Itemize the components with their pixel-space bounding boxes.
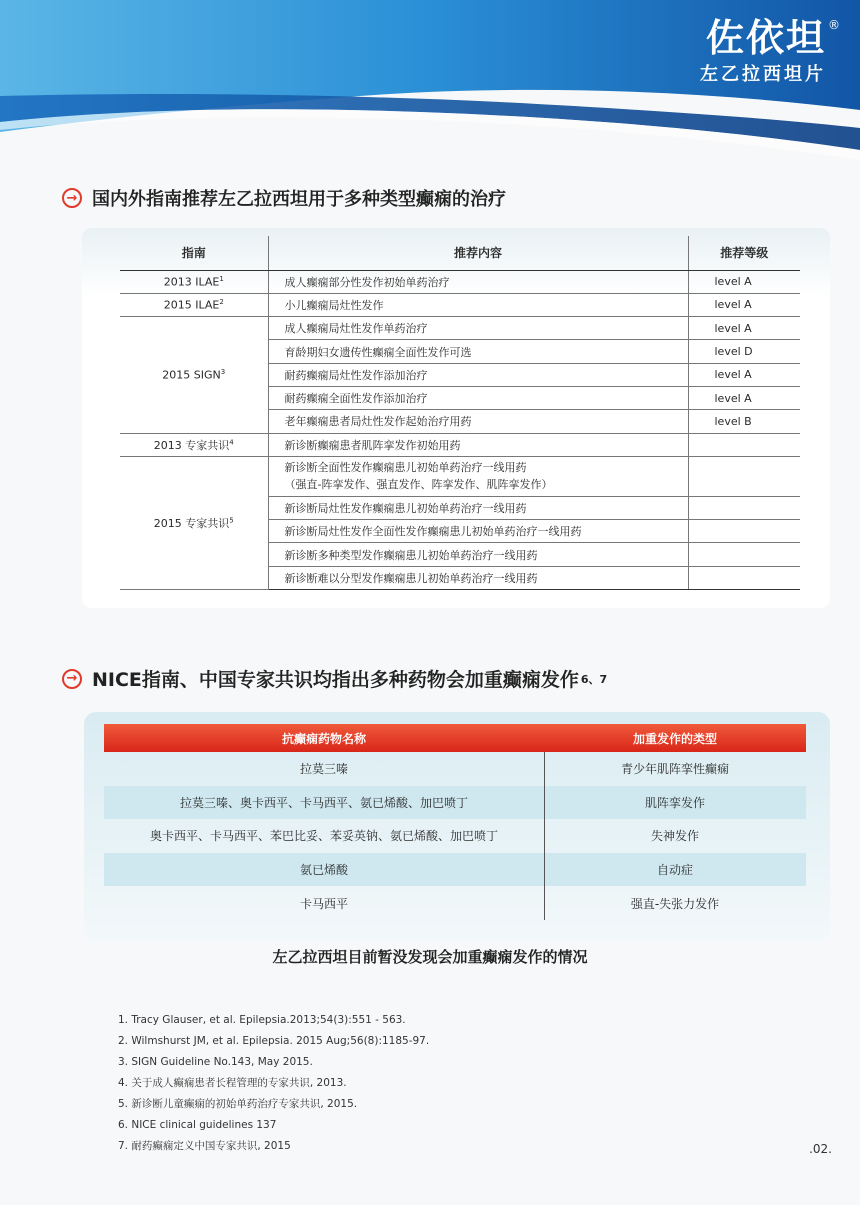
level-cell: [688, 496, 800, 519]
content-cell: 新诊断局灶性发作全面性发作癫痫患儿初始单药治疗一线用药: [268, 520, 688, 543]
type-cell: 失神发作: [650, 829, 699, 844]
guideline-cell: 2013 ILAE$^1$: [120, 270, 268, 293]
content-cell: 小儿癫痫局灶性发作: [268, 293, 688, 316]
header-band: [0, 0, 860, 160]
table-header-row: [120, 236, 800, 270]
table-row: [120, 317, 800, 340]
guideline-cell: 2015 SIGN$^3$: [120, 317, 268, 433]
type-cell: 强直-失张力发作: [630, 896, 720, 911]
content-cell: 育龄期妇女遗传性癫痫全面性发作可选: [268, 340, 688, 363]
reference-item: 6. NICE clinical guidelines 137: [118, 1119, 277, 1131]
drug-cell: 卡马西平: [299, 896, 348, 911]
table-row: [104, 786, 806, 820]
section2-title: [62, 665, 607, 692]
content-cell: 新诊断多种类型发作癫痫患儿初始单药治疗一线用药: [268, 543, 688, 566]
reference-list: [118, 1010, 429, 1157]
reference-item: 5. 新诊断儿童癫痫的初始单药治疗专家共识, 2015.: [118, 1098, 358, 1110]
reference-item: 1. Tracy Glauser, et al. Epilepsia.2013;54(3):551 - 563.: [118, 1014, 406, 1026]
content-cell: 新诊断难以分型发作癫痫患儿初始单药治疗一线用药: [268, 566, 688, 589]
level-cell: level A: [688, 363, 800, 386]
type-cell: 自动症: [656, 863, 693, 878]
content-cell: 成人癫痫部分性发作初始单药治疗: [268, 270, 688, 293]
level-cell: [688, 566, 800, 589]
drug-cell: 拉莫三嗪、奥卡西平、卡马西平、氨已烯酸、加巴喷丁: [179, 795, 468, 810]
table-row: [120, 433, 800, 456]
guideline-cell: 2015 ILAE$^2$: [120, 293, 268, 316]
section1-title-text: 国内外指南推荐左乙拉西坦用于多种类型癫痫的治疗: [92, 189, 506, 210]
type-cell: 肌阵挛发作: [644, 795, 705, 810]
guideline-cell: 2013 专家共识$^4$: [120, 433, 268, 456]
content-cell: 耐药癫痫局灶性发作添加治疗: [268, 363, 688, 386]
level-cell: level A: [688, 317, 800, 340]
level-cell: level A: [688, 386, 800, 409]
level-cell: [688, 520, 800, 543]
guideline-cell: 2015 专家共识$^5$: [120, 456, 268, 589]
content-cell: 新诊断全面性发作癫痫患儿初始单药治疗一线用药 （强直-阵挛发作、强直发作、阵挛发作、肌阵挛发作）: [268, 456, 688, 496]
section2-title-text: NICE指南、中国专家共识均指出多种药物会加重癫痫发作: [92, 669, 579, 691]
reference-item: 3. SIGN Guideline No.143, May 2015.: [118, 1056, 313, 1068]
brand-name: 佐依坦: [705, 16, 826, 60]
level-cell: [688, 543, 800, 566]
table-row: [104, 886, 806, 920]
level-cell: level D: [688, 340, 800, 363]
brand-subtitle: 左乙拉西坦片: [700, 64, 826, 85]
drug-cell: 拉莫三嗪: [299, 762, 348, 777]
level-cell: [688, 433, 800, 456]
drug-table-header: [104, 724, 806, 752]
level-cell: level B: [688, 410, 800, 433]
arrow-circle-icon: →: [62, 669, 82, 689]
column-divider: [544, 752, 545, 920]
type-cell: 青少年肌阵挛性癫痫: [620, 762, 729, 777]
content-cell: 老年癫痫患者局灶性发作起始治疗用药: [268, 410, 688, 433]
level-cell: level A: [688, 293, 800, 316]
header-level: 推荐等级: [688, 236, 800, 270]
reference-item: 2. Wilmshurst JM, et al. Epilepsia. 2015 Aug;56(8):1185-97.: [118, 1035, 430, 1047]
content-cell: 耐药癫痫全面性发作添加治疗: [268, 386, 688, 409]
registered-mark: ®: [828, 18, 840, 32]
brand-logo: [700, 14, 840, 88]
content-cell: 新诊断局灶性发作癫痫患儿初始单药治疗一线用药: [268, 496, 688, 519]
header-seizure-type: 加重发作的类型: [632, 731, 717, 746]
header-drug-name: 抗癫痫药物名称: [281, 731, 366, 746]
section1-title: [62, 185, 506, 211]
table-row: [120, 456, 800, 496]
reference-item: 7. 耐药癫痫定义中国专家共识, 2015: [118, 1140, 291, 1152]
drug-cell: 氨已烯酸: [299, 863, 348, 878]
guideline-table: [120, 236, 800, 590]
content-cell: 新诊断癫痫患者肌阵挛发作初始用药: [268, 433, 688, 456]
content-cell: 成人癫痫局灶性发作单药治疗: [268, 317, 688, 340]
level-cell: [688, 456, 800, 496]
summary-text: 左乙拉西坦目前暂没发现会加重癫痫发作的情况: [272, 948, 588, 966]
drug-table: [104, 724, 806, 920]
section2-ref: 6、7: [580, 672, 608, 686]
drug-cell: 奥卡西平、卡马西平、苯巴比妥、苯妥英钠、氨已烯酸、加巴喷丁: [149, 829, 498, 844]
table-row: [104, 853, 806, 887]
table-row: [120, 293, 800, 316]
header-content: 推荐内容: [268, 236, 688, 270]
header-guideline: 指南: [120, 236, 268, 270]
page-number: .02.: [809, 1142, 832, 1156]
reference-item: 4. 关于成人癫痫患者长程管理的专家共识, 2013.: [118, 1077, 347, 1089]
table-row: [104, 819, 806, 853]
table-row: [104, 752, 806, 786]
arrow-circle-icon: →: [62, 188, 82, 208]
level-cell: level A: [688, 270, 800, 293]
table-row: [120, 270, 800, 293]
